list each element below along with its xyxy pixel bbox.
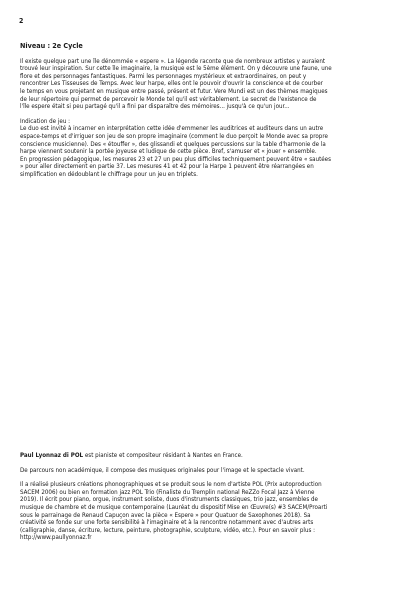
indication-paragraph xyxy=(20,118,403,179)
biography-section xyxy=(20,452,403,542)
bio-line: musique de chambre et de musique contemporaine (Lauréat du dispositif Mise en Œuvre(s) #3 SACEM/Proarti xyxy=(20,503,328,511)
bio-line: SACEM 2006) ou bien en formation jazz POL Trio (Finaliste du Tremplin national ReZZo Focal Jazz à Vienne xyxy=(20,488,315,496)
indication-title: Indication de jeu : xyxy=(20,117,71,125)
indication-line: harpe viennent soutenir la portée joyeuse et ludique de cette pièce. Bref, s'amuser et « jouer » ensemble. xyxy=(20,148,317,156)
bio-line: (calligraphie, danse, écriture, lecture, peinture, photographie, sculpture, vidéo, etc.). Pour en savoir plus : xyxy=(20,526,316,534)
bio-intro-text: est pianiste et compositeur résidant à Nantes en France. xyxy=(83,452,243,459)
level-heading: Niveau : 2e Cycle xyxy=(20,41,83,50)
progression-line: simplification en dédoublant le chiffrage pour un jeu en triplets. xyxy=(20,170,198,178)
progression-line: » pour aller directement en partie 37. Les mesures 41 et 42 pour la Harpe 1 peuvent être réarrangées en xyxy=(20,163,314,171)
indication-line: conscience musicienne). Des « étouffer », des glissandi et quelques percussions sur la table d'harmonie de la xyxy=(20,140,326,148)
intro-line: l'île espere était si peu partagé qu'il a fini par disparaître des mémoires... jusqu'à ce qu'un jour... xyxy=(20,103,290,111)
bio-line: créativité se fonde sur une forte sensibilité à l'imaginaire et à la rencontre notamment avec d'autres arts xyxy=(20,519,314,527)
indication-line: Le duo est invité à incarner en interprétation cette idée d'emmener les auditrices et auditeurs dans un autre xyxy=(20,125,324,133)
indication-line: espace-temps et d'irriguer son jeu de son propre imaginaire (comment le duo perçoit le Monde avec sa propre xyxy=(20,132,328,140)
bio-line: De parcours non académique, il compose des musiques originales pour l'image et le spectacle vivant. xyxy=(20,466,305,474)
bio-line: sous le parrainage de Renaud Capuçon avec la pièce « Espere » pour Quatuor de Saxophones 2018). Sa xyxy=(20,511,311,519)
bio-paragraph xyxy=(20,481,403,542)
website-link[interactable]: http://www.paullyonnaz.fr xyxy=(20,534,92,542)
progression-line: En progression pédagogique, les mesures 23 et 27 un peu plus difficiles techniquement peuvent être « sautées xyxy=(20,155,332,163)
bio-intro xyxy=(20,452,403,460)
intro-line: flore et des personnages fantastiques. Parmi les personnages mystérieux et extraordinaires, on peut y xyxy=(20,72,307,80)
intro-line: rencontrer Les Tisseuses de Temps. Avec leur harpe, elles ont le pouvoir d'ouvrir la conscience et de courber xyxy=(20,80,323,88)
bio-line: Il a réalisé plusieurs créations phonographiques et se produit sous le nom d'artiste POL (Prix autoproduction xyxy=(20,481,322,489)
intro-line: trouvé leur inspiration. Sur cette île imaginaire, la musique est le 5ème élément. On y découvre une faune, une xyxy=(20,65,332,73)
composer-name: Paul Lyonnaz di POL xyxy=(20,452,84,459)
intro-paragraph xyxy=(20,58,403,111)
intro-line: le temps en vous projetant en musique entre passé, présent et futur. Vere Mundi est un des thèmes magiques xyxy=(20,87,328,95)
level-section xyxy=(20,42,403,179)
bio-paragraph xyxy=(20,467,403,475)
page-number: 2 xyxy=(19,17,24,25)
bio-line: 2019). Il écrit pour piano, orgue, instrument soliste, duos d'instruments classiques, trio jazz, ensembles de xyxy=(20,496,318,504)
intro-line: Il existe quelque part une île dénommée « espere ». La légende raconte que de nombreux artistes y auraient xyxy=(20,57,326,65)
intro-line: de leur répertoire qui permet de percevoir le Monde tel qu'il est véritablement. Le secret de l'existence de xyxy=(20,95,317,103)
